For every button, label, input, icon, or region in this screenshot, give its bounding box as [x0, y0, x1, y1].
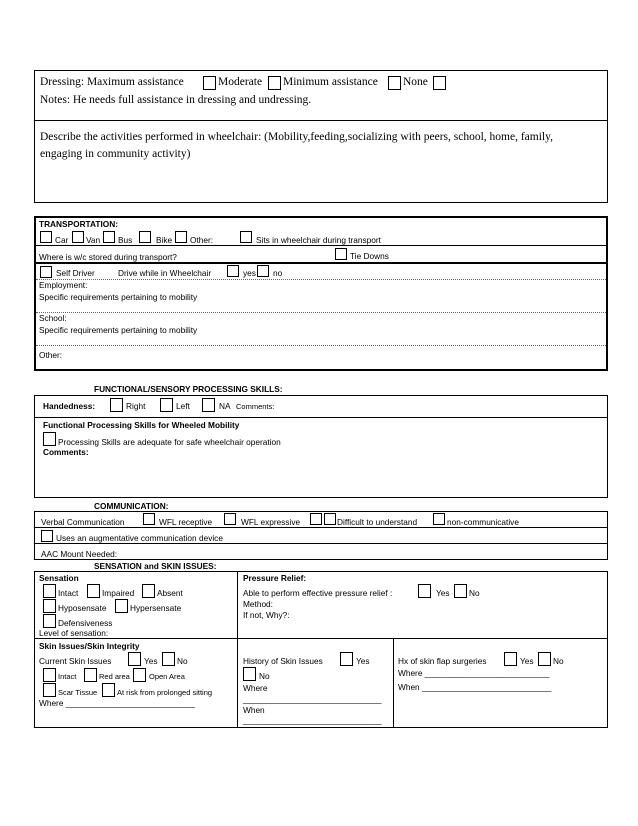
drive-yes-checkbox[interactable] — [227, 265, 239, 277]
skin-intact-label: Intact — [58, 672, 77, 681]
other-checkbox[interactable] — [175, 231, 187, 243]
method-label: Method: — [243, 599, 273, 609]
divider — [34, 120, 608, 121]
left-checkbox[interactable] — [160, 398, 173, 412]
functional-comments: Comments: — [43, 447, 89, 457]
at-risk-label: At risk from prolonged sitting — [117, 688, 213, 697]
open-area-label: Open Area — [149, 672, 185, 681]
red-area-checkbox[interactable] — [84, 668, 97, 682]
minimum-label: Minimum assistance — [283, 76, 378, 88]
handedness-comments: Comments: — [236, 402, 275, 411]
history-skin-issues: History of Skin Issues — [243, 656, 323, 666]
divider — [34, 245, 608, 246]
impaired-checkbox[interactable] — [87, 584, 100, 598]
employment-req: Specific requirements pertaining to mobility — [39, 292, 198, 302]
pressure-yes-label: Yes — [436, 588, 450, 598]
employment-label: Employment: — [39, 280, 88, 290]
pressure-relief-title: Pressure Relief: — [243, 573, 307, 583]
flap-no-label: No — [553, 656, 564, 666]
none-label: None — [403, 76, 428, 88]
pressure-no-checkbox[interactable] — [454, 584, 467, 598]
transportation-title: TRANSPORTATION: — [39, 219, 118, 229]
pressure-question: Able to perform effective pressure relief : — [243, 588, 393, 598]
non-communicative-label: non-communicative — [447, 517, 519, 527]
hyposensate-checkbox[interactable] — [43, 599, 56, 613]
history-yes-label: Yes — [356, 656, 370, 666]
self-driver-label: Self Driver — [56, 268, 95, 278]
divider — [34, 262, 608, 264]
sensation-title: Sensation — [39, 573, 79, 583]
adequate-checkbox[interactable] — [43, 432, 56, 446]
at-risk-checkbox[interactable] — [102, 683, 115, 697]
history-no-checkbox[interactable] — [243, 667, 256, 681]
history-yes-checkbox[interactable] — [340, 652, 353, 666]
hyposensate-label: Hyposensate — [58, 603, 107, 613]
absent-label: Absent — [157, 588, 183, 598]
scar-tissue-checkbox[interactable] — [43, 683, 56, 697]
difficult-checkbox-a[interactable] — [310, 513, 322, 525]
na-label: NA — [219, 401, 231, 411]
flap-where: Where ___________________________ — [398, 668, 550, 678]
flap-no-checkbox[interactable] — [538, 652, 551, 666]
augmentative-label: Uses an augmentative communication device — [56, 533, 223, 543]
bus-checkbox[interactable] — [103, 231, 115, 243]
drive-no-label: no — [273, 268, 283, 278]
current-no-label: No — [177, 656, 188, 666]
current-yes-checkbox[interactable] — [128, 652, 141, 666]
bike-label: Bike — [156, 235, 173, 245]
impaired-label: Impaired — [102, 588, 135, 598]
dressing-label: Dressing: Maximum assistance — [40, 76, 184, 88]
minimum-checkbox[interactable] — [388, 76, 401, 90]
moderate-label: Moderate — [218, 76, 263, 88]
max-assistance-checkbox[interactable] — [203, 76, 216, 90]
school-req: Specific requirements pertaining to mobility — [39, 325, 198, 335]
functional-heading: FUNCTIONAL/SENSORY PROCESSING SKILLS: — [94, 384, 283, 394]
divider — [237, 571, 238, 728]
current-skin-issues: Current Skin Issues — [39, 656, 112, 666]
skin-where: Where ____________________________ — [39, 698, 195, 708]
flap-yes-label: Yes — [520, 656, 534, 666]
divider — [34, 417, 608, 418]
handedness-label: Handedness: — [43, 401, 96, 411]
intact-label: Intact — [58, 588, 79, 598]
car-label: Car — [55, 235, 69, 245]
level-of-sensation: Level of sensation: — [39, 628, 109, 638]
self-driver-checkbox[interactable] — [40, 266, 52, 278]
drive-yes-label: yes — [243, 268, 256, 278]
scar-tissue-label: Scar Tissue — [58, 688, 98, 697]
activities-text-1: Describe the activities performed in wheelchair: (Mobility,feeding,socializing with peers, school, home, family, — [40, 131, 553, 143]
right-label: Right — [126, 401, 146, 411]
aac-mount-label: AAC Mount Needed: — [41, 549, 118, 559]
other-line: Other: — [39, 350, 63, 360]
tie-downs-label: Tie Downs — [350, 251, 389, 261]
wfl-receptive-checkbox[interactable] — [143, 513, 155, 525]
non-communicative-checkbox[interactable] — [433, 513, 445, 525]
stored-question: Where is w/c stored during transport? — [39, 252, 177, 262]
other-label: Other: — [190, 235, 214, 245]
intact-checkbox[interactable] — [43, 584, 56, 598]
divider — [34, 543, 608, 544]
hypersensate-checkbox[interactable] — [115, 599, 128, 613]
red-area-label: Red area — [99, 672, 130, 681]
current-no-checkbox[interactable] — [162, 652, 175, 666]
history-where: Where — [243, 683, 268, 693]
open-area-checkbox[interactable] — [133, 668, 146, 682]
tie-downs-checkbox[interactable] — [335, 248, 347, 260]
current-yes-label: Yes — [144, 656, 158, 666]
none-checkbox[interactable] — [433, 76, 446, 90]
if-not-why-label: If not, Why?: — [243, 610, 290, 620]
sits-checkbox[interactable] — [240, 231, 252, 243]
verbal-label: Verbal Communication — [41, 517, 125, 527]
difficult-label: Difficult to understand — [337, 517, 418, 527]
dressing-notes: Notes: He needs full assistance in dressing and undressing. — [40, 94, 312, 106]
left-label: Left — [176, 401, 190, 411]
bike-checkbox[interactable] — [139, 231, 151, 243]
divider — [393, 638, 394, 728]
history-when: When — [243, 705, 265, 715]
divider — [36, 345, 606, 346]
wfl-receptive-label: WFL receptive — [159, 517, 213, 527]
divider — [34, 638, 608, 639]
communication-heading: COMMUNICATION: — [94, 501, 169, 511]
skin-intact-checkbox[interactable] — [43, 668, 56, 682]
hypersensate-label: Hypersensate — [130, 603, 182, 613]
defensiveness-checkbox[interactable] — [43, 614, 56, 628]
divider — [34, 527, 608, 528]
pressure-yes-checkbox[interactable] — [418, 584, 431, 598]
wfl-expressive-label: WFL expressive — [241, 517, 301, 527]
absent-checkbox[interactable] — [142, 584, 155, 598]
pressure-no-label: No — [469, 588, 480, 598]
school-label: School: — [39, 313, 67, 323]
history-no-label: No — [259, 671, 270, 681]
van-checkbox[interactable] — [72, 231, 84, 243]
drive-label: Drive while in Wheelchair — [118, 268, 212, 278]
history-where-line: ______________________________ — [243, 694, 382, 704]
skin-issues-title: Skin Issues/Skin Integrity — [39, 641, 140, 651]
defensiveness-label: Defensiveness — [58, 618, 113, 628]
flap-when: When ____________________________ — [398, 682, 552, 692]
sensation-heading: SENSATION and SKIN ISSUES: — [94, 561, 217, 571]
right-checkbox[interactable] — [110, 398, 123, 412]
drive-no-checkbox[interactable] — [257, 265, 269, 277]
flap-yes-checkbox[interactable] — [504, 652, 517, 666]
difficult-checkbox-b[interactable] — [324, 513, 336, 525]
adequate-label: Processing Skills are adequate for safe wheelchair operation — [58, 437, 281, 447]
history-when-line: ______________________________ — [243, 715, 382, 725]
wfl-expressive-checkbox[interactable] — [224, 513, 236, 525]
van-label: Van — [86, 235, 101, 245]
wheeled-mobility-title: Functional Processing Skills for Wheeled Mobility — [43, 420, 240, 430]
na-checkbox[interactable] — [202, 398, 215, 412]
car-checkbox[interactable] — [40, 231, 52, 243]
bus-label: Bus — [118, 235, 133, 245]
sits-label: Sits in wheelchair during transport — [256, 235, 381, 245]
flap-surgeries: Hx of skin flap surgeries — [398, 656, 487, 666]
moderate-checkbox[interactable] — [268, 76, 281, 90]
divider — [36, 279, 606, 280]
activities-text-2: engaging in community activity) — [40, 148, 191, 160]
divider — [36, 312, 606, 313]
augmentative-checkbox[interactable] — [41, 530, 53, 542]
